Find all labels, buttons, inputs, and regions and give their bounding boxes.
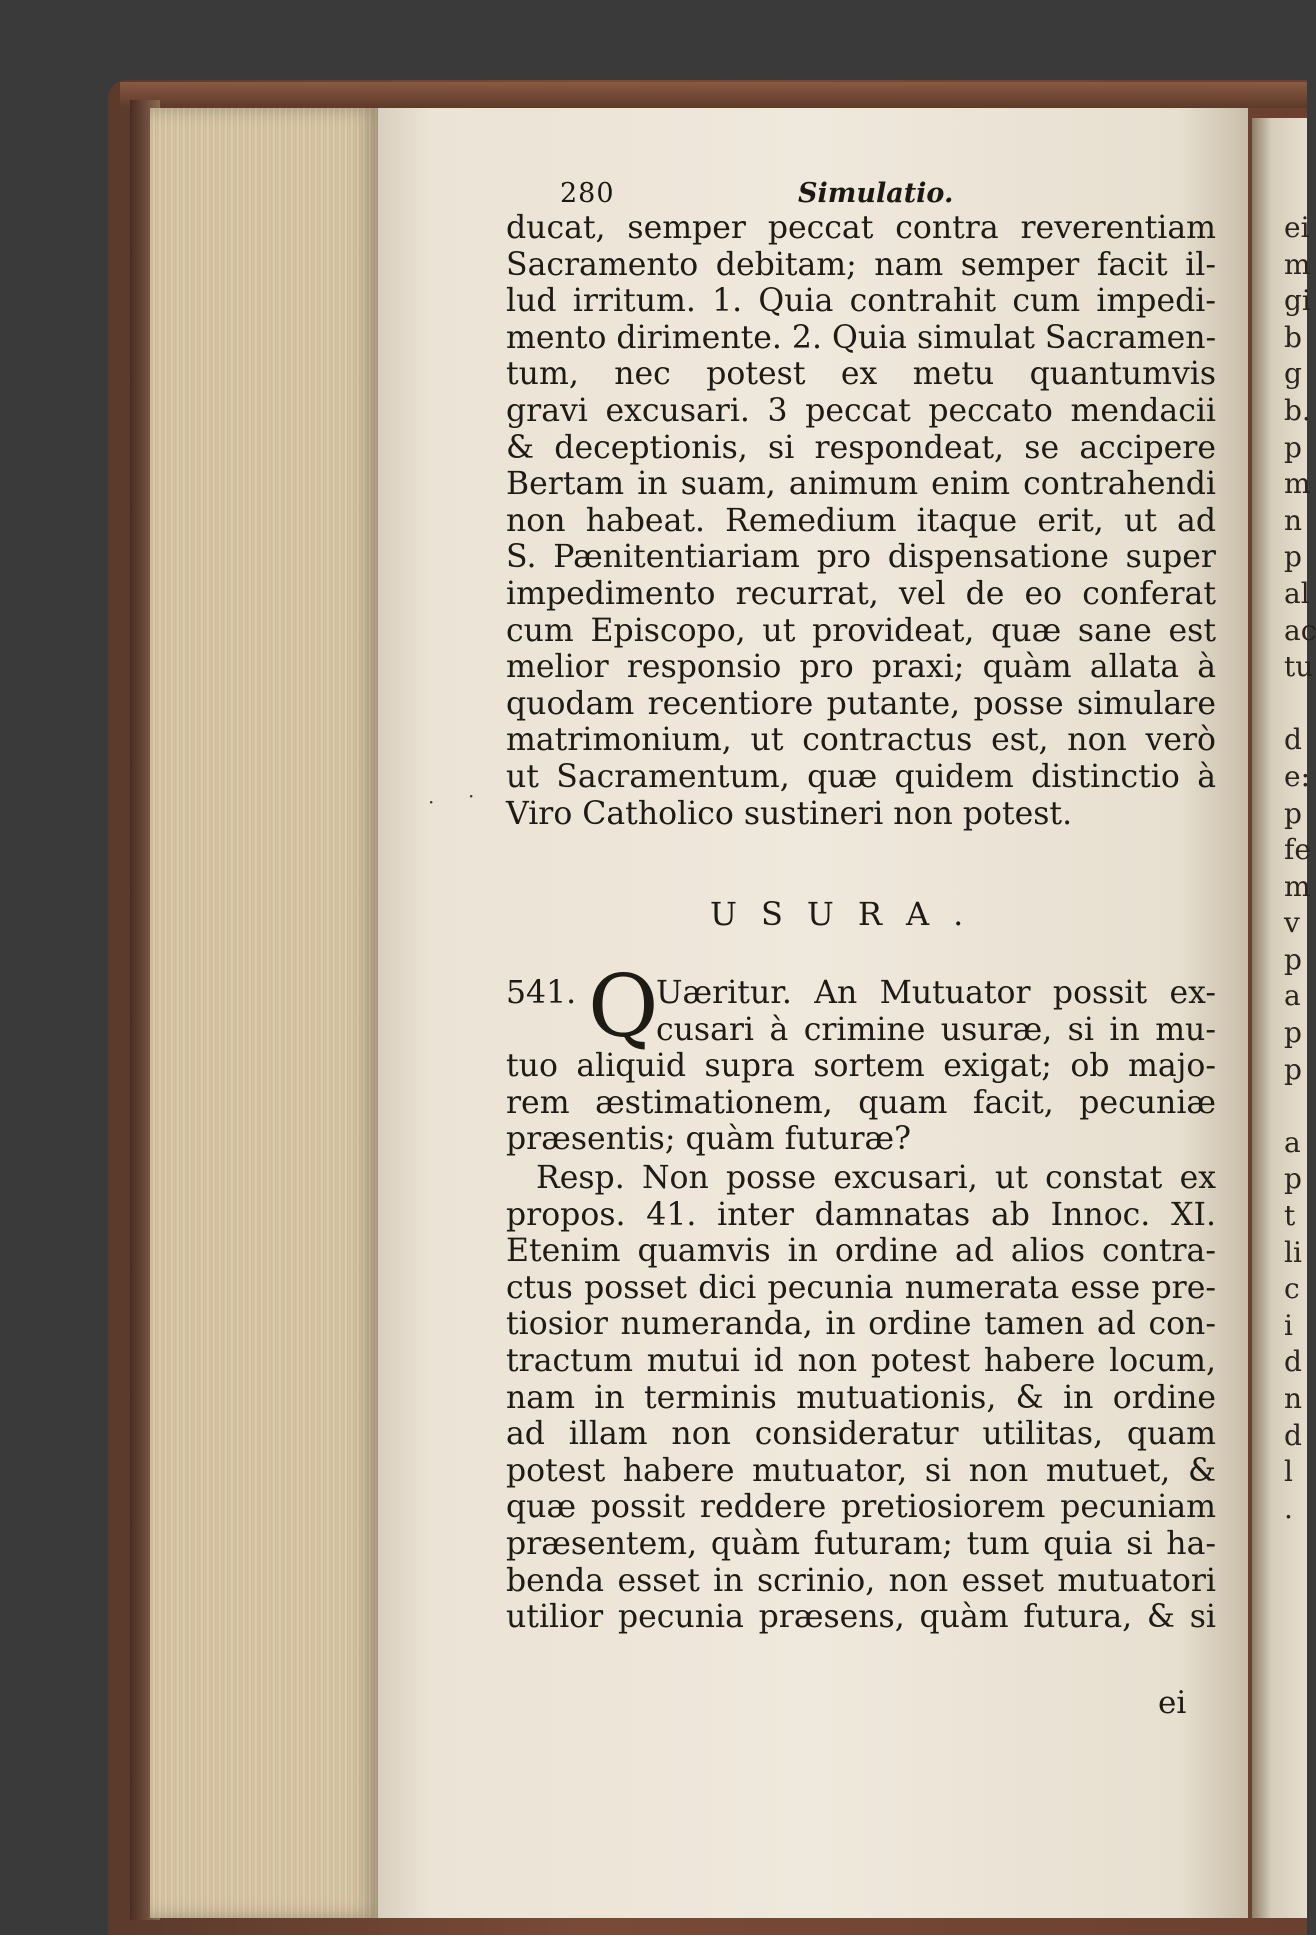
text-line: melior responsio pro praxi; quàm allata à — [506, 649, 1216, 686]
text-line: mento dirimente. 2. Quia simulat Sacramen- — [506, 319, 1217, 356]
neighbour-fragment: d — [1284, 1345, 1302, 1379]
text-line: tum, nec potest ex metu quantumvis — [506, 356, 1216, 393]
page-fore-edge — [150, 108, 378, 1918]
cover-top-edge — [120, 82, 1307, 108]
text-line: & deceptionis, si respondeat, se accipere — [506, 429, 1216, 466]
text-line: tractum mutui id non potest habere locum, — [506, 1342, 1216, 1379]
text-line: ad illam non consideratur utilitas, quam — [506, 1416, 1216, 1453]
neighbour-fragment: gi — [1284, 284, 1311, 318]
neighbour-fragment: fe — [1284, 833, 1311, 867]
text-line: utilior pecunia præsens, quàm futura, & si — [506, 1599, 1216, 1636]
neighbour-fragment: a — [1284, 979, 1301, 1013]
neighbour-fragment: ac — [1284, 613, 1316, 647]
neighbour-fragment: p — [1284, 796, 1302, 830]
margin-speck: · — [468, 784, 475, 808]
neighbour-fragment: n — [1284, 1382, 1303, 1415]
text-line: tiosior numeranda, in ordine tamen ad con- — [506, 1306, 1216, 1343]
text-line: gravi excusari. 3 peccat peccato mendacii — [506, 392, 1216, 429]
paragraph-simulatio — [506, 210, 1216, 832]
text-line: Sacramento debitam; nam semper facit il- — [506, 246, 1216, 283]
neighbour-fragment: ei — [1284, 211, 1310, 244]
text-line: nam in terminis mutuationis, & in ordine — [506, 1379, 1216, 1416]
text-line: tuo aliquid supra sortem exigat; ob majo- — [506, 1048, 1216, 1085]
neighbour-fragment: d — [1284, 723, 1302, 757]
text-line: impedimento recurrat, vel de eo conferat — [506, 575, 1216, 612]
text-line: Uæritur. An Mutuator possit ex- — [656, 975, 1216, 1011]
neighbour-fragment: p — [1284, 430, 1302, 464]
neighbour-fragment: p — [1284, 540, 1302, 574]
neighbour-fragment: g — [1284, 357, 1302, 391]
text-line: ctus posset dici pecunia numerata esse pre- — [506, 1269, 1216, 1306]
text-line: S. Pænitentiariam pro dispensatione super — [506, 539, 1216, 576]
text-line: cum Episcopo, ut provideat, quæ sane est — [506, 612, 1216, 649]
neighbour-fragment: l — [1284, 1455, 1293, 1489]
text-line: quæ possit reddere pretiosiorem pecuniam — [506, 1489, 1216, 1526]
neighbour-fragment: . — [1284, 1491, 1293, 1525]
neighbour-fragment — [1284, 1088, 1307, 1125]
margin-speck: · — [428, 790, 435, 814]
text-line: ducat, semper peccat contra reverentiam — [506, 210, 1216, 246]
text-line: Resp. Non posse excusari, ut constat ex — [536, 1160, 1216, 1196]
running-title: Simulatio. — [798, 178, 954, 209]
neighbour-fragment: p — [1284, 942, 1302, 976]
neighbour-fragment: b — [1284, 320, 1302, 354]
neighbour-fragment: m — [1284, 869, 1311, 903]
neighbour-fragment: p — [1284, 1052, 1302, 1086]
text-line: rem æstimationem, quam facit, pecuniæ — [506, 1084, 1216, 1121]
text-line: matrimonium, ut contractus est, non verò — [506, 722, 1216, 759]
text-line: cusari à crimine usuræ, si in mu- — [656, 1011, 1216, 1048]
neighbour-fragment: p — [1284, 1016, 1302, 1050]
text-line: benda esset in scrinio, non esset mutuatori — [506, 1562, 1216, 1599]
text-line: ut Sacramentum, quæ quidem distinctio à — [506, 758, 1216, 795]
neighbour-fragment: t — [1284, 1199, 1296, 1233]
neighbour-fragment: b. — [1284, 393, 1311, 427]
neighbour-fragment: m — [1284, 247, 1311, 281]
text-line: Viro Catholico sustineri non potest. — [506, 795, 1073, 832]
neighbour-fragment: p — [1284, 1162, 1302, 1196]
question-number: 541. — [506, 975, 577, 1011]
neighbour-fragment: li — [1284, 1235, 1302, 1269]
neighbour-fragment — [1284, 686, 1307, 723]
response-paragraph — [506, 1160, 1216, 1636]
text-line: quodam recentiore putante, posse simulare — [506, 685, 1216, 722]
text-line: potest habere mutuator, si non mutuet, & — [506, 1452, 1216, 1489]
neighbour-fragment: d — [1284, 1418, 1302, 1452]
neighbour-fragment: n — [1284, 503, 1303, 537]
neighbour-fragment: c — [1284, 1272, 1300, 1306]
neighbour-fragment: i — [1284, 1308, 1293, 1342]
catchword: ei — [1158, 1685, 1187, 1721]
page-number: 280 — [560, 178, 615, 209]
neighbour-fragment: tu — [1284, 650, 1314, 684]
neighbour-fragment: al — [1284, 576, 1310, 610]
neighbour-fragment: a — [1284, 1125, 1301, 1159]
section-heading: USURA. — [710, 895, 988, 933]
text-line: Bertam in suam, animum enim contrahendi — [506, 466, 1216, 503]
text-line: propos. 41. inter damnatas ab Innoc. XI. — [506, 1196, 1216, 1233]
neighbour-fragment: v — [1284, 906, 1300, 940]
text-line: præsentem, quàm futuram; tum quia si ha- — [506, 1525, 1216, 1562]
neighbour-fragment: m — [1284, 467, 1311, 501]
neighbour-fragment: e: — [1284, 759, 1311, 793]
drop-cap: Q — [588, 957, 659, 1057]
text-line: lud irritum. 1. Quia contrahit cum impedi- — [506, 283, 1216, 320]
text-line: non habeat. Remedium itaque erit, ut ad — [506, 502, 1216, 539]
neighbour-page-text — [1284, 210, 1316, 1527]
text-line: Etenim quamvis in ordine ad alios contra- — [506, 1233, 1216, 1270]
question-paragraph — [506, 957, 1216, 1158]
text-line: præsentis; quàm futuræ? — [506, 1121, 912, 1158]
